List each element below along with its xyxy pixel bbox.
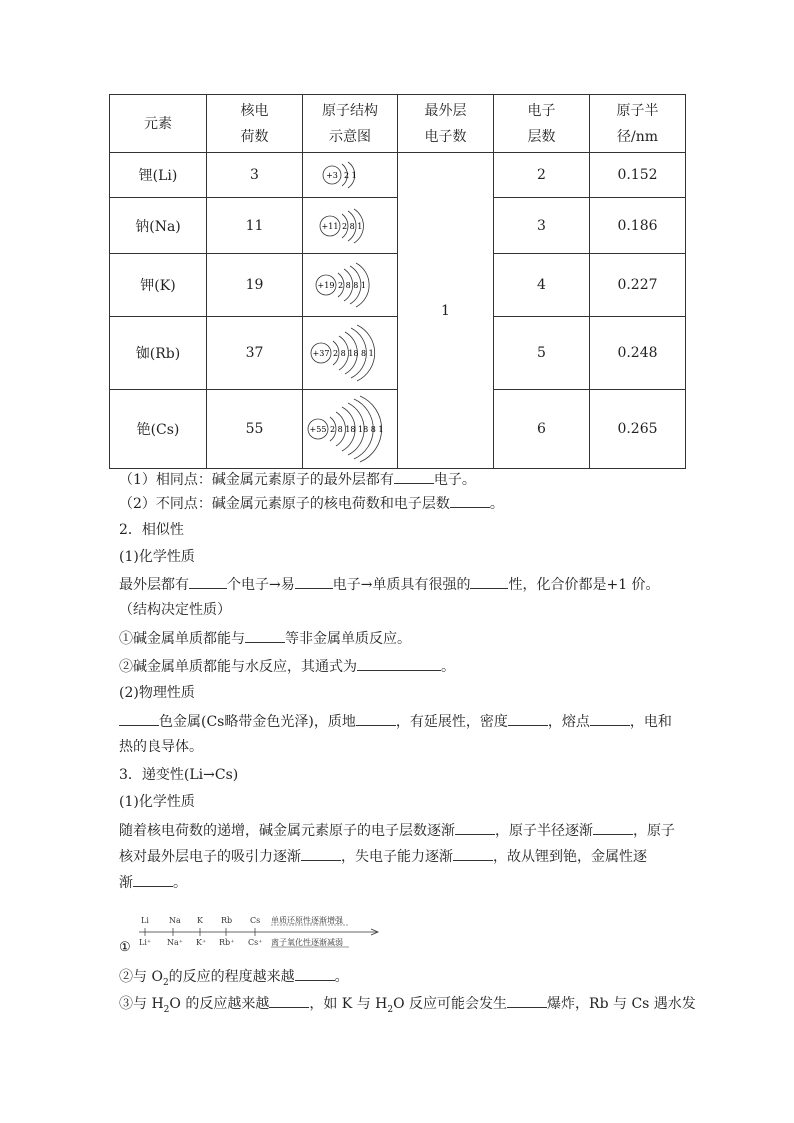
bottom-trend-label: 离子氧化性逐渐减弱 (271, 938, 343, 947)
atomic-structure-diagram (317, 206, 383, 246)
water-reaction-line: ③与 $H_2O$ 的反应越来越 ，如 K 与 $H_2O$ 反应可能会发生 爆炸，Rb 与 Cs 遇水发 (119, 993, 696, 1020)
fill-blank[interactable] (394, 469, 434, 484)
fill-blank[interactable] (593, 820, 633, 835)
structure-determines-properties: （结构决定性质） (119, 602, 231, 618)
fill-blank[interactable] (189, 574, 227, 589)
element-cell: 锂(Li) (110, 153, 207, 198)
conductor-line: 热的良导体。 (119, 739, 203, 755)
radius-cell: 0.152 (590, 153, 686, 198)
header-nuclear-charge: 核电 荷数 (207, 95, 303, 153)
svg-text:2 1: 2 1 (344, 171, 357, 180)
structure-diagram-cell (303, 390, 398, 469)
subheading-physical-properties: (2)物理性质 (119, 685, 195, 701)
subheading-trend-chemical: (1)化学性质 (119, 794, 195, 810)
fill-blank[interactable] (470, 574, 508, 589)
structure-diagram-cell (303, 198, 398, 254)
svg-text:+11: +11 (321, 221, 339, 231)
outer-electrons-cell: 1 (398, 153, 494, 469)
table-header-row (110, 95, 686, 153)
svg-text:+19: +19 (317, 281, 335, 290)
svg-text:2 8 1: 2 8 1 (342, 221, 363, 231)
top-trend-label: 单质还原性逐渐增强 (271, 916, 343, 925)
charge-cell: 55 (207, 390, 303, 469)
ion-label: Na⁺ (167, 938, 183, 947)
reaction-water-line: ②碱金属单质都能与水反应，其通式为 。 (119, 656, 455, 677)
element-cell: 钾(K) (110, 254, 207, 317)
radius-cell: 0.248 (590, 317, 686, 390)
svg-text:2 8 8 1: 2 8 8 1 (338, 281, 366, 290)
charge-cell: 11 (207, 198, 303, 254)
element-label: K (197, 916, 203, 925)
header-outer-electrons: 最外层 电子数 (398, 95, 494, 153)
radius-cell: 0.265 (590, 390, 686, 469)
subheading-chemical-properties: (1)化学性质 (119, 549, 195, 565)
atomic-structure-diagram (320, 158, 380, 192)
header-shell-count: 电子 层数 (494, 95, 590, 153)
ion-label: Rb⁺ (219, 938, 235, 947)
reaction-nonmetal-line: ①碱金属单质都能与 等非金属单质反应。 (119, 628, 411, 649)
svg-text:+37: +37 (312, 349, 330, 358)
element-cell: 铷(Rb) (110, 317, 207, 390)
charge-cell: 3 (207, 153, 303, 198)
layers-cell: 3 (494, 198, 590, 254)
reactivity-trend-figure (119, 912, 389, 958)
ion-label: Li⁺ (139, 938, 152, 947)
layers-cell: 2 (494, 153, 590, 198)
fill-blank[interactable] (455, 820, 495, 835)
radius-cell: 0.227 (590, 254, 686, 317)
trend-line-1: 随着核电荷数的递增，碱金属元素原子的电子层数逐渐 ，原子半径逐渐 ，原子 (119, 820, 675, 841)
similarity-point-line: （1）相同点：碱金属元素原子的最外层都有 电子。 (119, 469, 476, 490)
structure-diagram-cell (303, 254, 398, 317)
alkali-metal-table (109, 94, 686, 469)
atomic-structure-diagram (309, 322, 391, 384)
difference-point-line: （2）不同点：碱金属元素原子的核电荷数和电子层数 。 (119, 493, 504, 514)
ion-label: K⁺ (196, 938, 207, 947)
trend-line-3: 渐 。 (119, 872, 187, 893)
section-heading-trend: 3．递变性(Li→Cs) (119, 767, 239, 783)
fill-blank[interactable] (357, 656, 441, 671)
structure-diagram-cell (303, 317, 398, 390)
element-cell: 钠(Na) (110, 198, 207, 254)
layers-cell: 6 (494, 390, 590, 469)
section-heading-similarity: 2．相似性 (119, 522, 184, 538)
fill-blank[interactable] (269, 993, 309, 1008)
layers-cell: 5 (494, 317, 590, 390)
table-row (110, 153, 686, 198)
atomic-structure-diagram (306, 393, 394, 465)
svg-text:+55: +55 (309, 425, 327, 434)
radius-cell: 0.186 (590, 198, 686, 254)
svg-text:2 8 18 18 8 1: 2 8 18 18 8 1 (330, 425, 384, 434)
fill-blank[interactable] (453, 846, 493, 861)
fill-blank[interactable] (295, 966, 335, 981)
fill-blank[interactable] (356, 711, 396, 726)
atomic-structure-diagram (313, 260, 387, 310)
fill-blank[interactable] (301, 846, 341, 861)
outer-electron-line: 最外层都有 个电子→易 电子→单质具有很强的 性，化合价都是+1 价。 (119, 574, 660, 595)
charge-cell: 19 (207, 254, 303, 317)
element-label: Cs (250, 916, 261, 925)
fill-blank[interactable] (119, 711, 159, 726)
trend-line-2: 核对最外层电子的吸引力逐渐 ，失电子能力逐渐 ，故从锂到铯，金属性逐 (119, 846, 647, 867)
figure-marker: ① (119, 940, 131, 955)
fill-blank[interactable] (507, 993, 547, 1008)
header-element: 元素 (110, 95, 207, 153)
element-label: Li (141, 916, 149, 925)
structure-diagram-cell (303, 153, 398, 198)
fill-blank[interactable] (133, 872, 173, 887)
layers-cell: 4 (494, 254, 590, 317)
fill-blank[interactable] (450, 493, 490, 508)
fill-blank[interactable] (245, 628, 285, 643)
ion-label: Cs⁺ (248, 938, 263, 947)
header-atomic-structure: 原子结构 示意图 (303, 95, 398, 153)
charge-cell: 37 (207, 317, 303, 390)
element-label: Rb (221, 916, 233, 925)
svg-text:2 8 18 8 1: 2 8 18 8 1 (333, 349, 374, 358)
oxygen-reaction-line: ②与 $O_2$的反应的程度越来越 。 (119, 966, 349, 993)
fill-blank[interactable] (508, 711, 548, 726)
header-atomic-radius: 原子半 径/nm (590, 95, 686, 153)
fill-blank[interactable] (590, 711, 630, 726)
element-label: Na (169, 916, 181, 925)
fill-blank[interactable] (295, 574, 333, 589)
physical-properties-line: 色金属(Cs略带金色光泽)，质地 ，有延展性，密度 ，熔点 ，电和 (119, 711, 672, 732)
element-cell: 铯(Cs) (110, 390, 207, 469)
svg-text:+3: +3 (326, 171, 338, 180)
